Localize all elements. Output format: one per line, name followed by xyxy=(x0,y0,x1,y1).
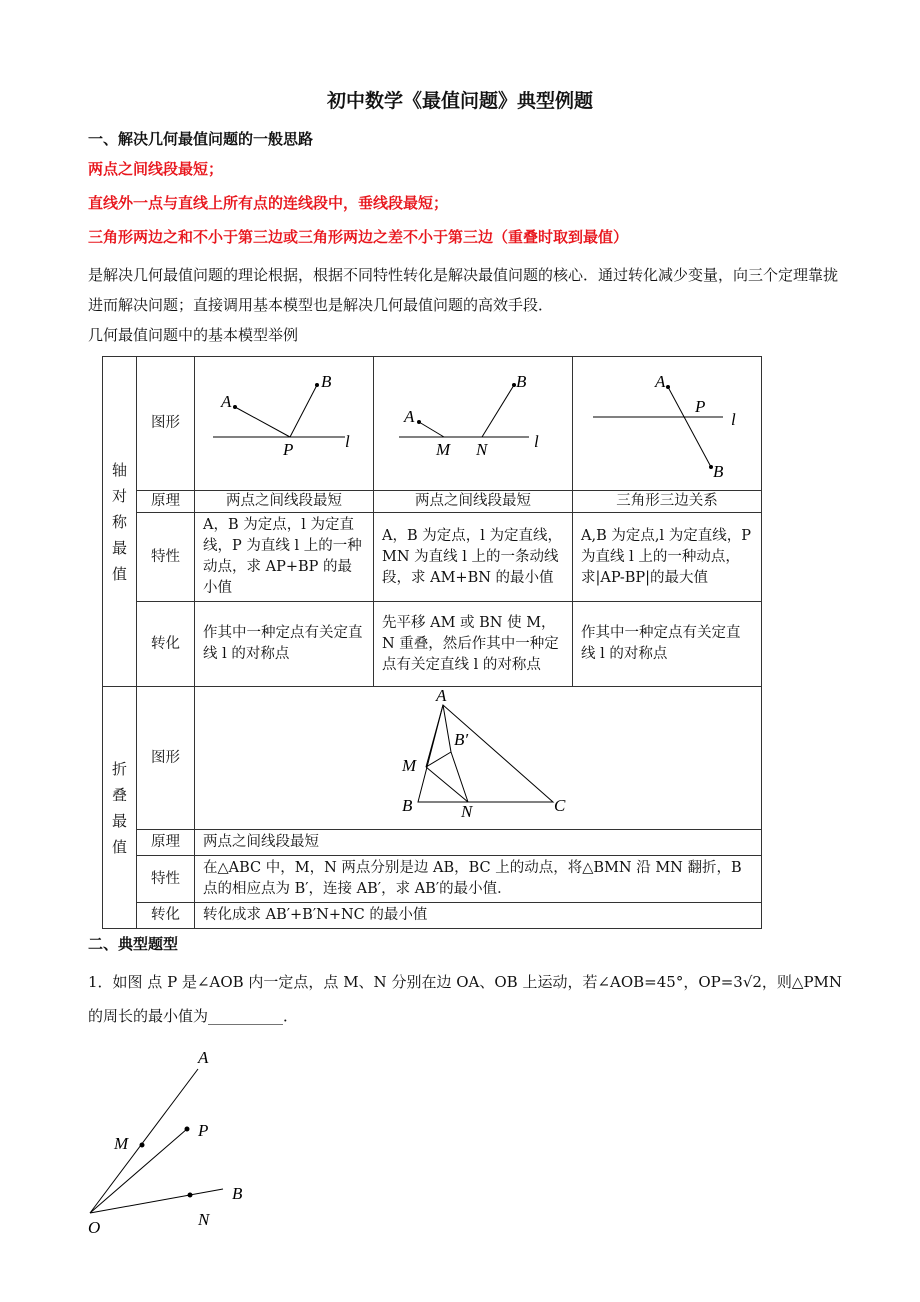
question-1-blank: 的周长的最小值为__________． xyxy=(88,1007,299,1025)
label-o: O xyxy=(88,1218,101,1237)
group-label-folding-text: 折叠最值 xyxy=(111,759,127,856)
row-label: 图形 xyxy=(137,357,195,491)
label-b: B xyxy=(321,372,332,391)
theorem-2: 直线外一点与直线上所有点的连线段中，垂线段最短； xyxy=(88,194,449,212)
row-label: 特性 xyxy=(137,513,195,602)
section-heading-2: 二、典型题型 xyxy=(88,935,179,953)
feature-cell: A，B 为定点，l 为定直线，MN 为直线 l 上的一条动线段，求 AM+BN 的最小值 xyxy=(374,513,573,602)
figure-2 xyxy=(374,357,573,491)
label-a: A xyxy=(436,687,447,705)
transform-cell: 转化成求 AB′+B′N+NC 的最小值 xyxy=(195,903,762,929)
feature-cell: A，B 为定点，l 为定直线，P 为直线 l 上的一种动点，求 AP+BP 的最小值 xyxy=(195,513,374,602)
question-1-figure xyxy=(80,1041,280,1241)
paragraph-1: 是解决几何最值问题的理论根据，根据不同特性转化是解决最值问题的核心．通过转化减少变量，向三个定理靠拢进而解决问题；直接调用基本模型也是解决几何最值问题的高效手段． xyxy=(88,266,839,314)
principle-cell: 两点之间线段最短 xyxy=(195,491,374,513)
label-b: B xyxy=(402,796,413,815)
label-l: l xyxy=(731,410,736,429)
label-p: P xyxy=(283,440,294,459)
label-n: N xyxy=(198,1210,210,1229)
label-a: A xyxy=(655,372,666,391)
theorem-3: 三角形两边之和不小于第三边或三角形两边之差不小于第三边（重叠时取到最值） xyxy=(88,228,629,246)
row-label: 转化 xyxy=(137,903,195,929)
label-l: l xyxy=(534,432,539,451)
page-title: 初中数学《最值问题》典型例题 xyxy=(326,90,593,112)
group-label-folding xyxy=(103,687,137,929)
paragraph-2: 几何最值问题中的基本模型举例 xyxy=(88,326,299,344)
feature-cell: 在△ABC 中，M，N 两点分别是边 AB，BC 上的动点，将△BMN 沿 MN 翻折，B 点的相应点为 B′，连接 AB′，求 AB′的最小值． xyxy=(195,856,762,903)
label-m: M xyxy=(402,756,417,775)
principle-cell: 两点之间线段最短 xyxy=(195,830,762,856)
group-label-symmetry-text: 轴对称最值 xyxy=(111,460,127,583)
label-b: B xyxy=(516,372,527,391)
label-m: M xyxy=(114,1134,129,1153)
row-label: 图形 xyxy=(137,687,195,830)
label-a: A xyxy=(198,1048,209,1067)
row-label: 原理 xyxy=(137,491,195,513)
row-label: 原理 xyxy=(137,830,195,856)
feature-cell: A,B 为定点,l 为定直线，P 为直线 l 上的一种动点，求|AP-BP|的最大值 xyxy=(573,513,762,602)
label-p: P xyxy=(695,397,706,416)
figure-fold xyxy=(195,687,762,830)
model-table xyxy=(102,356,762,929)
figure-1 xyxy=(195,357,374,491)
row-label: 转化 xyxy=(137,602,195,687)
section-heading-1: 一、解决几何最值问题的一般思路 xyxy=(88,130,314,148)
theorem-1: 两点之间线段最短； xyxy=(88,160,224,178)
label-a: A xyxy=(221,392,232,411)
transform-cell: 作其中一种定点有关定直线 l 的对称点 xyxy=(573,602,762,687)
question-1-text: 1．如图 点 P 是∠AOB 内一定点，点 M、N 分别在边 OA、OB 上运动，若∠AOB=45°，OP=3√2，则△PMN xyxy=(88,973,843,991)
label-p: P xyxy=(198,1121,209,1140)
label-m: M xyxy=(436,440,451,459)
label-l: l xyxy=(345,432,350,451)
principle-cell: 两点之间线段最短 xyxy=(374,491,573,513)
label-a: A xyxy=(404,407,415,426)
label-n: N xyxy=(476,440,488,459)
transform-cell: 先平移 AM 或 BN 使 M，N 重叠，然后作其中一种定点有关定直线 l 的对称点 xyxy=(374,602,573,687)
label-c: C xyxy=(554,796,566,815)
row-label: 特性 xyxy=(137,856,195,903)
transform-cell: 作其中一种定点有关定直线 l 的对称点 xyxy=(195,602,374,687)
label-b-prime: B′ xyxy=(454,730,469,749)
label-b: B xyxy=(232,1184,243,1203)
group-label-symmetry xyxy=(103,357,137,687)
label-n: N xyxy=(461,802,473,821)
principle-cell: 三角形三边关系 xyxy=(573,491,762,513)
label-b: B xyxy=(713,462,724,481)
figure-3 xyxy=(573,357,762,491)
